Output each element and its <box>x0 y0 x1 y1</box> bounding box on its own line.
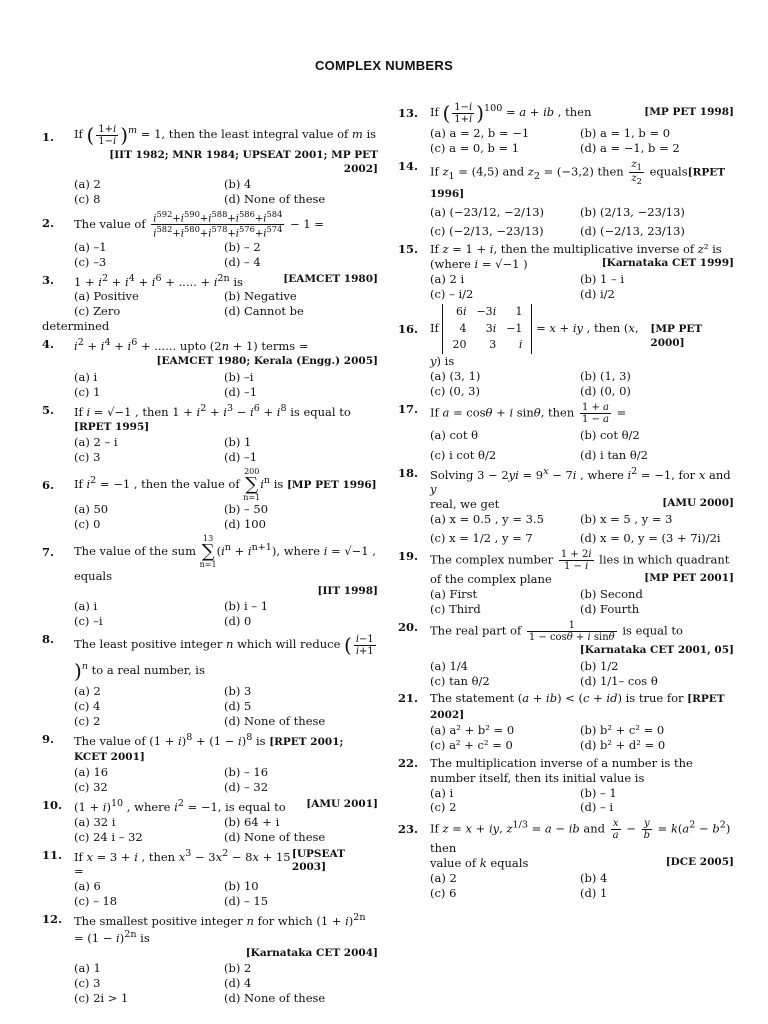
option-d[interactable]: (d) (0, 0) <box>580 383 631 398</box>
question-source: [Karnataka CET 2001, 05] <box>579 643 734 656</box>
option-d-alt[interactable]: (d) None of these <box>224 991 326 1006</box>
question-text: $(1 + i)^{10}$ , where $i^2 = -1$, is equal to [AMU 2001] <box>74 797 378 814</box>
question-number: 10. <box>42 797 63 812</box>
option-d-alt[interactable]: (d) None of these <box>224 714 326 729</box>
question-source: [UPSEAT 2003] <box>291 847 345 874</box>
page-title: COMPLEX NUMBERS <box>314 58 454 73</box>
question-source: [MP PET 2000] <box>650 323 703 349</box>
question-11 <box>42 848 378 910</box>
option-c[interactable]: (c) 3 <box>74 976 101 991</box>
question-number: 9. <box>42 731 55 746</box>
question-text: $1 + i^2 + i^4 + i^6$ + ..... + $i^{2n}$ is [EAMCET 1980] <box>74 272 378 289</box>
option-b[interactable]: (b) (1, 3) <box>580 368 631 383</box>
option-c[interactable]: (c) 24 i – 32 <box>74 829 143 844</box>
question-text: $i^2 + i^4 + i^6$ + ...... upto (2n + 1) terms = <box>74 337 309 354</box>
question-text: If z = 1 + i, then the multiplicative inverse of z² is (where i = √−1 ) [Karnataka CET 1999] <box>430 241 734 271</box>
question-22 <box>398 756 734 816</box>
option-a[interactable]: (a) 2 <box>74 684 101 699</box>
option-c-alt[interactable]: (c) 2i > 1 <box>74 991 129 1006</box>
option-d[interactable]: (d) None of these <box>224 192 326 207</box>
question-source: [IIT 1982; MNR 1984; UPSEAT 2001; MP PET 2002] <box>109 149 378 175</box>
question-21 <box>398 691 734 752</box>
question-source: [MP PET 2001] <box>644 572 734 585</box>
question-23 <box>398 818 734 901</box>
option-d[interactable]: (d) (−2/13, 23/13) <box>580 223 685 238</box>
option-a[interactable]: (a) (3, 1) <box>430 368 481 383</box>
question-text: The value of $(1 + i)^8 + (1 - i)^8$ is [RPET 2001; KCET 2001] <box>74 731 344 764</box>
question-text: Solving $3 - 2yi = 9^x - 7i$ , where $i^2 = -1$, for x and y real, we get [AMU 2000] <box>430 465 734 512</box>
question-text: The complex number $\frac{1 + 2i}{1 - i}$ lies in which quadrant of the complex plane [MP PET 2001] <box>430 549 734 587</box>
option-b[interactable]: (b) 4 <box>580 871 608 886</box>
option-c[interactable]: (c) 3 <box>74 449 101 464</box>
option-a[interactable]: (a) i <box>430 785 454 800</box>
option-b[interactable]: (b) – 16 <box>224 765 269 780</box>
determinant: 6i −3i 1 4 3i −1 20 3 i <box>442 304 532 354</box>
option-a[interactable]: (a) 2 <box>430 871 457 886</box>
option-c[interactable]: (c) (−2/13, −23/13) <box>430 223 544 238</box>
question-text: The least positive integer n which will reduce ( $\frac{i-1}{i+1}$ )$^n$ to a real number, is <box>74 633 374 684</box>
question-text: If ( $\frac{1-i}{1+i}$ )$^{100}$ = a + ib , then [MP PET 1998] <box>430 101 734 125</box>
option-b[interactable]: (b) i – 1 <box>224 599 269 614</box>
question-source: [EAMCET 1980; Kerala (Engg.) 2005] <box>156 355 378 368</box>
question-number: 5. <box>42 402 55 417</box>
question-1 <box>42 122 378 207</box>
option-b[interactable]: (b) –i <box>224 369 254 384</box>
question-20 <box>398 620 734 689</box>
option-a[interactable]: (a) –1 <box>74 239 107 254</box>
question-source: [Karnataka CET 2004] <box>245 946 378 959</box>
option-d[interactable]: (d) 100 <box>224 516 266 531</box>
option-b[interactable]: (b) b² + c² = 0 <box>580 722 665 737</box>
question-10 <box>42 798 378 845</box>
option-a[interactable]: (a) 2 – i <box>74 434 118 449</box>
question-4 <box>42 337 378 399</box>
option-a[interactable]: (a) 32 i <box>74 814 116 829</box>
question-source: [AMU 2000] <box>662 497 734 510</box>
question-number: 20. <box>398 619 419 634</box>
option-d[interactable]: (d) x = 0, y = (3 + 7i)/2i <box>580 531 721 546</box>
option-c[interactable]: (c) i cot θ/2 <box>430 447 497 462</box>
option-c[interactable]: (c) 8 <box>74 192 101 207</box>
option-a[interactable]: (a) 2 i <box>430 271 465 286</box>
option-c[interactable]: (c) 1 <box>74 384 101 399</box>
question-text: The real part of $\frac{1}{\text{1 − cosθ + i sinθ}}$ is equal to <box>430 619 683 643</box>
question-text: If $i^2 = -1$ , then the value of 200 ∑ n=1 $i^n$ is [MP PET 1996] <box>74 466 377 502</box>
question-number: 7. <box>42 544 55 559</box>
question-source: [MP PET 1998] <box>644 106 734 119</box>
option-a[interactable]: (a) 16 <box>74 765 109 780</box>
option-c[interactable]: (c) –3 <box>74 254 107 269</box>
option-c[interactable]: (c) –i <box>74 614 103 629</box>
option-d[interactable]: (d) – i <box>580 800 614 815</box>
question-number: 19. <box>398 549 419 564</box>
question-3 <box>42 273 378 335</box>
question-number: 8. <box>42 632 55 647</box>
option-c-alt[interactable]: (c) 2 <box>74 714 101 729</box>
question-source: [AMU 2001] <box>306 797 378 810</box>
question-9 <box>42 732 378 795</box>
question-source: [RPET 1996] <box>430 166 726 201</box>
option-a[interactable]: (a) i <box>74 369 98 384</box>
option-b[interactable]: (b) – 1 <box>580 785 617 800</box>
option-c[interactable]: (c) 2 <box>430 800 457 815</box>
option-d[interactable]: (d) – 15 <box>224 894 269 909</box>
option-d[interactable]: (d) Fourth <box>580 602 640 617</box>
question-number: 6. <box>42 477 55 492</box>
question-text: If x = 3 + i , then $x^3 - 3x^2 - 8x + 15$ = [UPSEAT 2003] <box>74 848 378 880</box>
question-16 <box>398 304 734 398</box>
question-number: 23. <box>398 822 419 837</box>
question-12 <box>42 912 378 1006</box>
option-a[interactable]: (a) 2 <box>74 177 101 192</box>
question-18 <box>398 466 734 547</box>
question-text: If a = cosθ + i sinθ, then $\frac{1 + a}{1 - a}$ = <box>430 401 627 425</box>
question-number: 14. <box>398 158 419 173</box>
option-a[interactable]: (a) 1/4 <box>430 658 468 673</box>
option-c[interactable]: (c) tan θ/2 <box>430 673 490 688</box>
option-a[interactable]: (a) Positive <box>74 289 139 304</box>
option-b[interactable]: (b) 64 + i <box>224 814 280 829</box>
question-15 <box>398 242 734 302</box>
option-d[interactable]: (d) i tan θ/2 <box>580 447 648 462</box>
question-number: 2. <box>42 216 55 231</box>
question-19 <box>398 549 734 617</box>
question-text: The value of $\frac{i^{592}+i^{590}+i^{588}+i^{586}+i^{584}}{i^{582}+i^{580}+i^{578}+i^{576}+i^{574}}$ − 1 = <box>74 209 324 240</box>
option-d[interactable]: (d) 1 <box>580 886 608 901</box>
option-d[interactable]: (d) – 4 <box>224 254 261 269</box>
question-13 <box>398 100 734 156</box>
question-source: [Karnataka CET 1999] <box>601 256 734 269</box>
question-number: 12. <box>42 912 63 927</box>
option-a[interactable]: (a) 6 <box>74 879 101 894</box>
question-text: If $z_1 = (4,5)$ and $z_2 = (-3,2)$ then $\frac{z_1}{z_2}$ equals[RPET 1996] <box>430 158 726 201</box>
option-c[interactable]: (c) 0 <box>74 516 101 531</box>
question-text: The statement (a + ib) < (c + id) is true for [RPET 2002] <box>430 691 725 722</box>
question-17 <box>398 402 734 463</box>
option-b[interactable]: (b) (2/13, −23/13) <box>580 204 685 219</box>
question-number: 21. <box>398 691 419 706</box>
option-d-continuation: determined <box>42 319 110 334</box>
option-a[interactable]: (a) a = 2, b = −1 <box>430 126 530 140</box>
option-b[interactable]: (b) cot θ/2 <box>580 427 640 442</box>
option-b[interactable]: (b) x = 5 , y = 3 <box>580 512 673 527</box>
option-c[interactable]: (c) x = 1/2 , y = 7 <box>430 531 533 546</box>
option-d[interactable]: (d) 4 <box>224 976 252 991</box>
question-14 <box>398 159 734 239</box>
option-a[interactable]: (a) 1 <box>74 961 101 976</box>
option-d[interactable]: (d) i/2 <box>580 286 615 301</box>
option-d[interactable]: (d) –1 <box>224 384 258 399</box>
question-number: 1. <box>42 130 55 144</box>
question-source: [RPET 1995] <box>74 421 150 434</box>
option-d[interactable]: (d) Cannot be <box>224 304 304 319</box>
option-a[interactable]: (a) (−23/12, −2/13) <box>430 204 545 219</box>
option-c[interactable]: (c) 6 <box>430 886 457 901</box>
option-b[interactable]: (b) 1 <box>224 434 252 449</box>
option-c[interactable]: (c) Zero <box>74 304 121 319</box>
option-a[interactable]: (a) cot θ <box>430 427 479 442</box>
option-b[interactable]: (b) 1/2 <box>580 658 619 673</box>
option-d[interactable]: (d) a = −1, b = 2 <box>580 140 680 155</box>
option-b[interactable]: (b) 2 <box>224 961 252 976</box>
question-number: 3. <box>42 272 55 287</box>
option-b[interactable]: (b) – 2 <box>224 239 261 254</box>
question-source: [RPET 2001; KCET 2001] <box>74 735 344 764</box>
option-c[interactable]: (c) – i/2 <box>430 286 474 301</box>
question-number: 11. <box>42 847 63 862</box>
option-b[interactable]: (b) Negative <box>224 289 297 304</box>
option-c[interactable]: (c) a = 0, b = 1 <box>430 140 520 155</box>
option-d[interactable]: (d) 5 <box>224 699 252 714</box>
question-number: 22. <box>398 755 419 770</box>
option-b[interactable]: (b) 3 <box>224 684 252 699</box>
option-c[interactable]: (c) – 18 <box>74 894 118 909</box>
option-a[interactable]: (a) i <box>74 599 98 614</box>
option-c[interactable]: (c) Third <box>430 602 481 617</box>
option-a[interactable]: (a) a² + b² = 0 <box>430 722 515 737</box>
option-d[interactable]: (d) 0 <box>224 614 252 629</box>
option-d[interactable]: (d) b² + d² = 0 <box>580 737 666 752</box>
question-source: [DCE 2005] <box>665 856 734 869</box>
question-number: 13. <box>398 106 419 120</box>
option-b[interactable]: (b) Second <box>580 587 643 602</box>
question-text: The smallest positive integer n for which $(1 + i)^{2n} = (1 - i)^{2n}$ is <box>74 912 366 945</box>
question-5 <box>42 403 378 465</box>
question-text: If i = √−1 , then $1 + i^2 + i^3 - i^6 + i^8$ is equal to [RPET 1995] <box>74 402 351 434</box>
question-text: If 6i −3i 1 4 3i −1 20 3 i = x + iy , then (x, y) is [MP PET 2000] <box>430 304 734 368</box>
option-d[interactable]: (d) 1/1– cos θ <box>580 673 658 688</box>
option-a[interactable]: (a) 50 <box>74 501 109 516</box>
option-c[interactable]: (c) 4 <box>74 699 101 714</box>
option-c[interactable]: (c) (0, 3) <box>430 383 480 398</box>
question-text: If ( $\frac{1+i}{1-i}$ )$^m$ = 1, then the least integral value of m is <box>74 123 377 147</box>
option-a[interactable]: (a) First <box>430 587 478 602</box>
option-b[interactable]: (b) – 50 <box>224 501 269 516</box>
right-column <box>398 100 734 904</box>
option-d[interactable]: (d) None of these <box>224 829 326 844</box>
option-d[interactable]: (d) – 32 <box>224 780 269 795</box>
question-8 <box>42 632 378 729</box>
question-number: 18. <box>398 465 419 480</box>
question-text: If z = x + iy, $z^{1/3} = a$ − ib and $\frac{x}{a}$ − $\frac{y}{b}$ = $k(a^2 - b^2)$ then value of k equals [DCE 2005] <box>430 818 734 871</box>
left-column <box>42 100 378 1009</box>
question-number: 4. <box>42 337 55 352</box>
question-number: 16. <box>398 322 419 337</box>
question-source: [RPET 2002] <box>430 693 725 722</box>
question-number: 15. <box>398 241 419 256</box>
option-b[interactable]: (b) 4 <box>224 177 252 192</box>
question-source: [IIT 1998] <box>317 584 378 597</box>
option-b[interactable]: (b) 1 – i <box>580 271 625 286</box>
option-b[interactable]: (b) a = 1, b = 0 <box>580 126 671 140</box>
option-c[interactable]: (c) 32 <box>74 780 108 795</box>
question-text: The multiplication inverse of a number is the number itself, then its initial value is <box>430 755 693 785</box>
question-text: The value of the sum 13 ∑ n=1 $(i^n + i^{n+1})$, where i = √−1 , equals <box>74 533 376 583</box>
option-b[interactable]: (b) 10 <box>224 879 259 894</box>
question-source: [MP PET 1996] <box>286 478 377 491</box>
question-2 <box>42 210 378 270</box>
option-a[interactable]: (a) x = 0.5 , y = 3.5 <box>430 512 544 527</box>
option-d[interactable]: (d) –1 <box>224 449 258 464</box>
question-number: 17. <box>398 401 419 416</box>
question-source: [EAMCET 1980] <box>283 272 378 285</box>
option-c[interactable]: (c) a² + c² = 0 <box>430 737 513 752</box>
question-6 <box>42 468 378 532</box>
question-7 <box>42 535 378 629</box>
